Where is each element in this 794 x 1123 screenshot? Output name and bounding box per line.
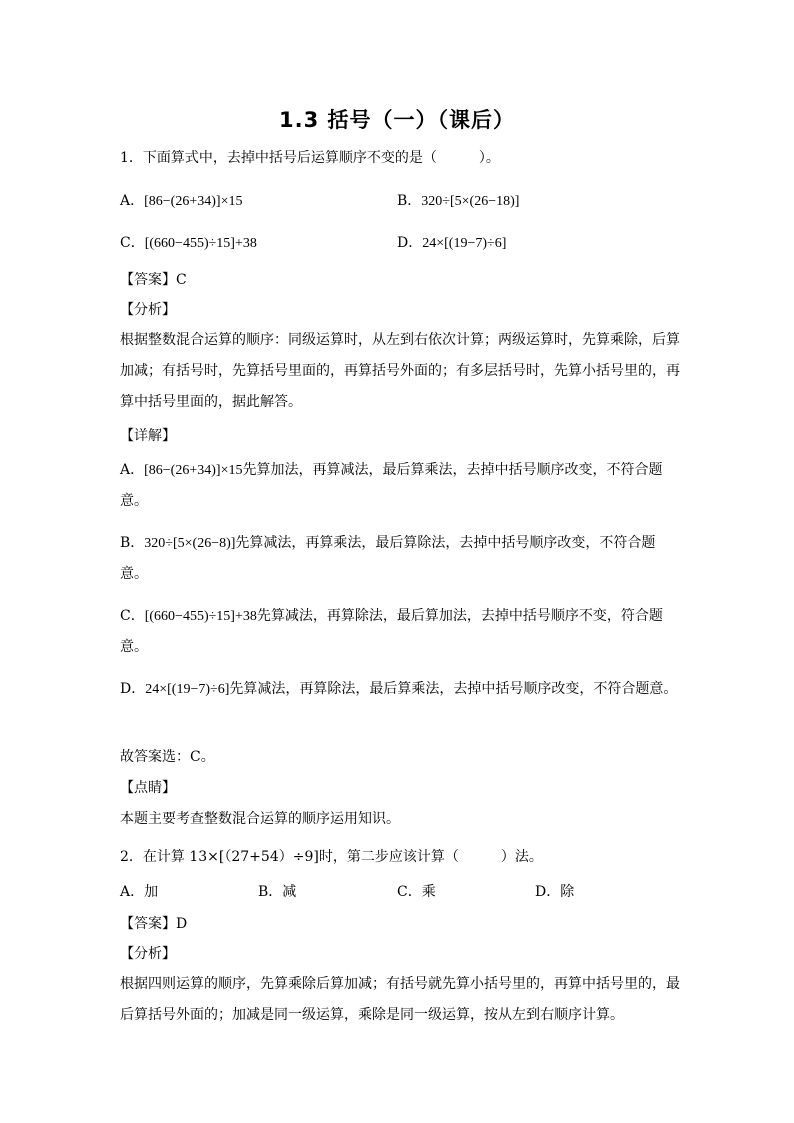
q1-note-heading: 【点睛】	[120, 780, 176, 796]
q2-analysis-heading: 【分析】	[120, 946, 176, 962]
option-text: 除	[560, 884, 575, 900]
option-text: 减	[282, 884, 297, 900]
option-label: A．	[120, 884, 145, 900]
q2-option-b	[258, 882, 296, 902]
q2-option-d	[535, 882, 574, 902]
question-1-stem: 1．下面算式中，去掉中括号后运算顺序不变的是（ ）。	[120, 150, 500, 166]
q1-option-a	[120, 191, 242, 212]
option-expression: 320÷[5×(26−18)]	[421, 194, 520, 209]
detail-expression: 320÷[5×(26−8)]	[144, 536, 236, 551]
q1-detail-heading: 【详解】	[120, 428, 176, 444]
option-expression: [86−(26+34)]×15	[144, 194, 243, 209]
q1-analysis-heading: 【分析】	[120, 302, 176, 318]
q1-analysis-text: 根据整数混合运算的顺序：同级运算时，从左到右依次计算；两级运算时，先算乘除，后算加减；有括号时，先算括号里面的，再算括号外面的；有多层括号时，先算小括号里的，再算中括号里面的，据此解答。	[120, 332, 680, 410]
q1-detail-d	[120, 674, 680, 705]
detail-label: B．	[120, 535, 145, 551]
q1-option-b	[397, 191, 519, 212]
q1-note-text: 本题主要考查整数混合运算的顺序运用知识。	[120, 811, 400, 827]
detail-expression: [86−(26+34)]×15	[144, 463, 243, 478]
q1-detail-c	[120, 601, 680, 663]
detail-text: 先算加法，再算减法，最后算乘法，去掉中括号顺序改变，不符合题意。	[120, 462, 663, 509]
detail-text: 先算减法，再算乘法，最后算除法，去掉中括号顺序改变，不符合题意。	[120, 535, 656, 582]
page-title: 1.3 括号（一）（课后）	[278, 108, 515, 132]
detail-expression: 24×[(19−7)÷6]	[145, 682, 230, 697]
option-label: C．	[120, 235, 145, 251]
q2-analysis-text: 根据四则运算的顺序，先算乘除后算加减；有括号就先算小括号里的，再算中括号里的，最后算括号外面的；加减是同一级运算，乘除是同一级运算，按从左到右顺序计算。	[120, 976, 680, 1023]
q2-option-a	[120, 882, 158, 902]
detail-text: 先算减法，再算除法，最后算加法，去掉中括号顺序不变，符合题意。	[120, 608, 663, 655]
option-text: 乘	[421, 884, 436, 900]
option-label: D．	[535, 884, 561, 900]
q1-option-c	[120, 233, 257, 254]
detail-label: D．	[120, 681, 146, 697]
q1-detail-b	[120, 528, 680, 590]
option-text: 加	[144, 884, 159, 900]
detail-expression: [(660−455)÷15]+38	[144, 609, 257, 624]
option-label: B．	[258, 884, 283, 900]
option-expression: 24×[(19−7)÷6]	[422, 236, 507, 251]
option-expression: [(660−455)÷15]+38	[144, 236, 257, 251]
q1-option-d	[397, 233, 506, 254]
option-label: C．	[397, 884, 422, 900]
detail-label: A．	[120, 462, 145, 478]
option-label: D．	[397, 235, 423, 251]
detail-text: 先算减法，再算除法，最后算乘法，去掉中括号顺序改变，不符合题意。	[229, 681, 678, 697]
option-label: A．	[120, 193, 145, 209]
q1-detail-a	[120, 455, 680, 517]
option-label: B．	[397, 193, 422, 209]
detail-label: C．	[120, 608, 145, 624]
q1-answer: 【答案】C	[120, 272, 187, 288]
question-2-stem: 2．在计算 13×[（27+54）÷9]时，第二步应该计算（ ）法。	[120, 849, 543, 865]
q2-option-c	[397, 882, 436, 902]
q1-conclusion: 故答案选：C。	[120, 749, 215, 765]
q2-answer: 【答案】D	[120, 916, 188, 932]
